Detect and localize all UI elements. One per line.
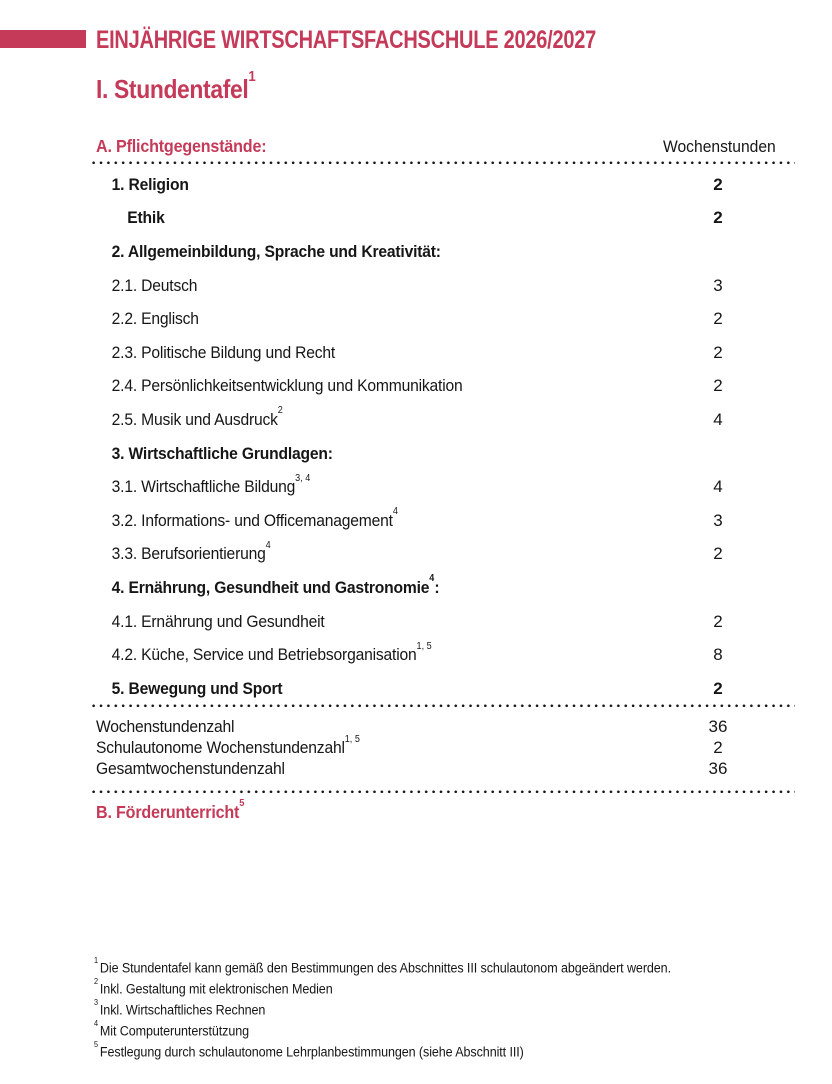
section-a-heading: A. Pflichtgegenstände:: [96, 136, 267, 156]
subject-label: 4. Ernährung, Gesundheit und Gastronomie$^4$:: [111, 573, 440, 597]
table-row: [96, 202, 796, 236]
page-title: EINJÄHRIGE WIRTSCHAFTSFACHSCHULE 2026/2027: [96, 26, 597, 54]
footnote-ref: 5: [239, 798, 245, 810]
footnote-ref: 4: [392, 506, 398, 518]
dotted-rule-bottom: [92, 790, 795, 794]
subject-label: Wochenstundenzahl: [96, 716, 235, 736]
footnote-ref: 2: [277, 405, 283, 417]
footnote-line: $^1$ Die Stundentafel kann gemäß den Bestimmungen des Abschnittes III schulautonom abgeändert werden.: [94, 956, 671, 976]
table-row: [96, 571, 796, 605]
subject-label: 3. Wirtschaftliche Grundlagen:: [111, 443, 333, 463]
hours-value: 2: [713, 738, 723, 758]
subject-label: 3.3. Berufsorientierung$^4$: [111, 539, 271, 564]
subject-label: Schulautonome Wochenstundenzahl$^{1, 5}$: [96, 733, 360, 758]
table-row: [96, 336, 796, 370]
hours-value: 2: [713, 544, 723, 564]
hours-value: 4: [713, 477, 723, 497]
hours-value: 2: [713, 174, 723, 194]
subject-label: 2.2. Englisch: [111, 309, 199, 329]
footnote-ref: 4: [265, 539, 271, 551]
table-row: [96, 470, 796, 504]
table-row: [96, 605, 796, 639]
footnote-ref: 3, 4: [295, 472, 311, 484]
subject-label: 4.2. Küche, Service und Betriebsorganisation$^{1, 5}$: [111, 640, 432, 665]
footnote-number: 4: [94, 1019, 99, 1029]
section-title-text: I. Stundentafel: [96, 74, 249, 104]
subject-label: Gesamtwochenstundenzahl: [96, 759, 285, 779]
hours-value: 2: [713, 309, 723, 329]
table-row: [96, 538, 796, 572]
hours-value: 2: [713, 208, 723, 228]
table-row: [96, 235, 796, 269]
table-header: [96, 136, 796, 158]
dotted-rule-middle: [92, 704, 795, 708]
subject-label: 4.1. Ernährung und Gesundheit: [111, 611, 325, 631]
section-b-text: B. Förderunterricht: [96, 802, 240, 822]
table-row: [96, 403, 796, 437]
hours-value: 2: [713, 342, 723, 362]
hours-value: 2: [713, 611, 723, 631]
table-row: [96, 638, 796, 672]
table-rows: [96, 168, 796, 706]
hours-value: 36: [708, 759, 728, 779]
footnote-ref: 1, 5: [344, 733, 360, 745]
footnote-ref: 1, 5: [416, 640, 432, 652]
table-row: [96, 733, 796, 758]
hours-column-header: Wochenstunden: [663, 137, 776, 156]
footnote-ref: 4: [429, 573, 435, 585]
table-row: [96, 269, 796, 303]
table-row: [96, 759, 796, 780]
subject-label: 2.4. Persönlichkeitsentwicklung und Kommunikation: [111, 376, 463, 396]
footnote-line: $^5$ Festlegung durch schulautonome Lehrplanbestimmungen (siehe Abschnitt III): [94, 1040, 524, 1060]
table-row: [96, 168, 796, 202]
table-row: [96, 716, 796, 737]
hours-value: 2: [713, 678, 723, 698]
footnote-number: 2: [94, 977, 99, 987]
hours-value: 2: [713, 376, 723, 396]
hours-value: 3: [713, 510, 723, 530]
footnote-line: $^4$ Mit Computerunterstützung: [94, 1019, 250, 1039]
footnote-line: $^3$ Inkl. Wirtschaftliches Rechnen: [94, 998, 266, 1018]
footnote-ref: 1: [248, 67, 256, 85]
hours-value: 4: [713, 409, 723, 429]
footnote-line: $^2$ Inkl. Gestaltung mit elektronischen Medien: [94, 977, 333, 997]
section-title: [96, 67, 256, 105]
summary-rows: [96, 716, 796, 780]
table-row: [96, 672, 796, 706]
subject-label: 2. Allgemeinbildung, Sprache und Kreativität:: [111, 241, 441, 261]
table-row: [96, 302, 796, 336]
hours-value: 36: [708, 716, 728, 736]
subject-label: 2.5. Musik und Ausdruck$^2$: [111, 405, 283, 429]
subject-label: Ethik: [127, 208, 165, 228]
table-row: [96, 370, 796, 404]
hours-value: 3: [713, 275, 723, 295]
section-b-heading: [96, 798, 245, 823]
subject-label: 2.3. Politische Bildung und Recht: [111, 342, 336, 362]
dotted-rule-top: [92, 161, 795, 165]
subject-label: 1. Religion: [111, 174, 189, 194]
footnote-number: 5: [94, 1040, 99, 1050]
hours-value: 8: [713, 645, 723, 665]
footnotes: [94, 956, 794, 1061]
footnote-number: 3: [94, 998, 99, 1008]
table-row: [96, 437, 796, 471]
accent-bar: [0, 30, 86, 48]
subject-label: 2.1. Deutsch: [111, 275, 198, 295]
footnote-number: 1: [94, 956, 99, 966]
subject-label: 3.2. Informations- und Officemanagement$^4$: [111, 506, 398, 530]
subject-label: 5. Bewegung und Sport: [111, 678, 283, 698]
table-row: [96, 504, 796, 538]
subject-label: 3.1. Wirtschaftliche Bildung$^{3, 4}$: [111, 472, 311, 497]
